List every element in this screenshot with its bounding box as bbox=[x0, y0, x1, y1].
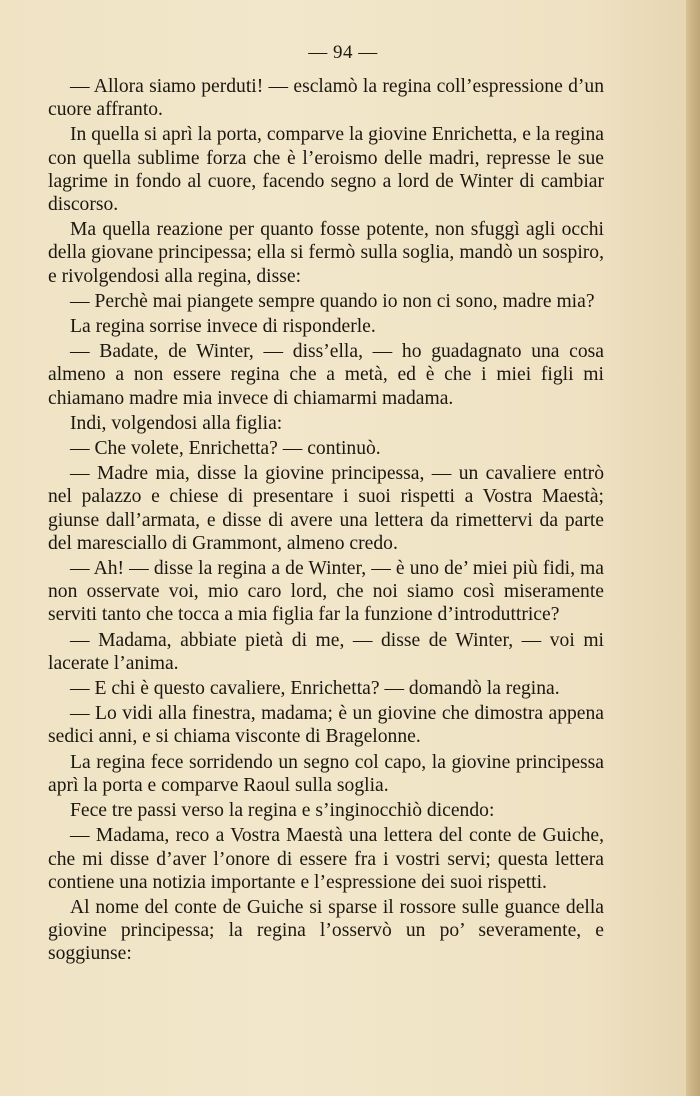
paragraph: — Lo vidi alla finestra, madama; è un giovine che dimostra appena sedici anni, e si chiama visconte di Bragelonne. bbox=[48, 703, 604, 748]
paragraph: In quella si aprì la porta, comparve la giovine Enrichetta, e la regina con quella sublime forza che è l’eroismo delle madri, represse le sue lagrime in fondo al cuore, facendo segno a lord de Winter di cambiar discorso. bbox=[48, 124, 604, 216]
paragraph: Ma quella reazione per quanto fosse potente, non sfuggì agli occhi della giovane principessa; ella si fermò sulla soglia, mandò un sospiro, e rivolgendosi alla regina, disse: bbox=[48, 219, 604, 287]
paragraph: La regina sorrise invece di risponderle. bbox=[70, 316, 376, 338]
body-text bbox=[48, 75, 604, 968]
paragraph: — Che volete, Enrichetta? — continuò. bbox=[70, 438, 381, 460]
paragraph: — Badate, de Winter, — diss’ella, — ho guadagnato una cosa almeno a non essere regina che a metà, ed è che i miei figli mi chiamano madre mia invece di chiamarmi madama. bbox=[48, 341, 604, 409]
paragraph: — Madama, reco a Vostra Maestà una lettera del conte de Guiche, che mi disse d’aver l’onore di essere fra i vostri servi; questa lettera contiene una notizia importante e l’espressione dei suoi rispetti. bbox=[48, 825, 604, 893]
page-number: — 94 — bbox=[308, 42, 378, 63]
paragraph: — Ah! — disse la regina a de Winter, — è uno de’ miei più fidi, ma non osservate voi, mio caro lord, che noi siamo così miseramente serviti tanto che tocca a mia figlia far la funzione d’introduttrice? bbox=[48, 558, 604, 626]
paragraph: — E chi è questo cavaliere, Enrichetta? — domandò la regina. bbox=[70, 678, 560, 700]
paragraph: — Perchè mai piangete sempre quando io non ci sono, madre mia? bbox=[70, 290, 595, 312]
paragraph: Fece tre passi verso la regina e s’inginocchiò dicendo: bbox=[70, 800, 495, 822]
paragraph: La regina fece sorridendo un segno col capo, la giovine principessa aprì la porta e comparve Raoul sulla soglia. bbox=[48, 751, 604, 796]
paragraph: Al nome del conte de Guiche si sparse il rossore sulle guance della giovine principessa; la regina l’osservò un po’ severamente, e soggiunse: bbox=[48, 896, 604, 965]
paragraph: — Madama, abbiate pietà di me, — disse de Winter, — voi mi lacerate l’anima. bbox=[48, 629, 604, 674]
paragraph: Indi, volgendosi alla figlia: bbox=[70, 412, 283, 434]
page-edge bbox=[686, 0, 700, 1096]
paragraph: — Allora siamo perduti! — esclamò la regina coll’espressione d’un cuore affranto. bbox=[48, 76, 604, 121]
paragraph: — Madre mia, disse la giovine principessa, — un cavaliere entrò nel palazzo e chiese di presentare i suoi rispetti a Vostra Maestà; giunse dall’armata, e disse di avere una lettera da rimettervi da parte del maresciallo di Grammont, almeno credo. bbox=[48, 463, 604, 554]
